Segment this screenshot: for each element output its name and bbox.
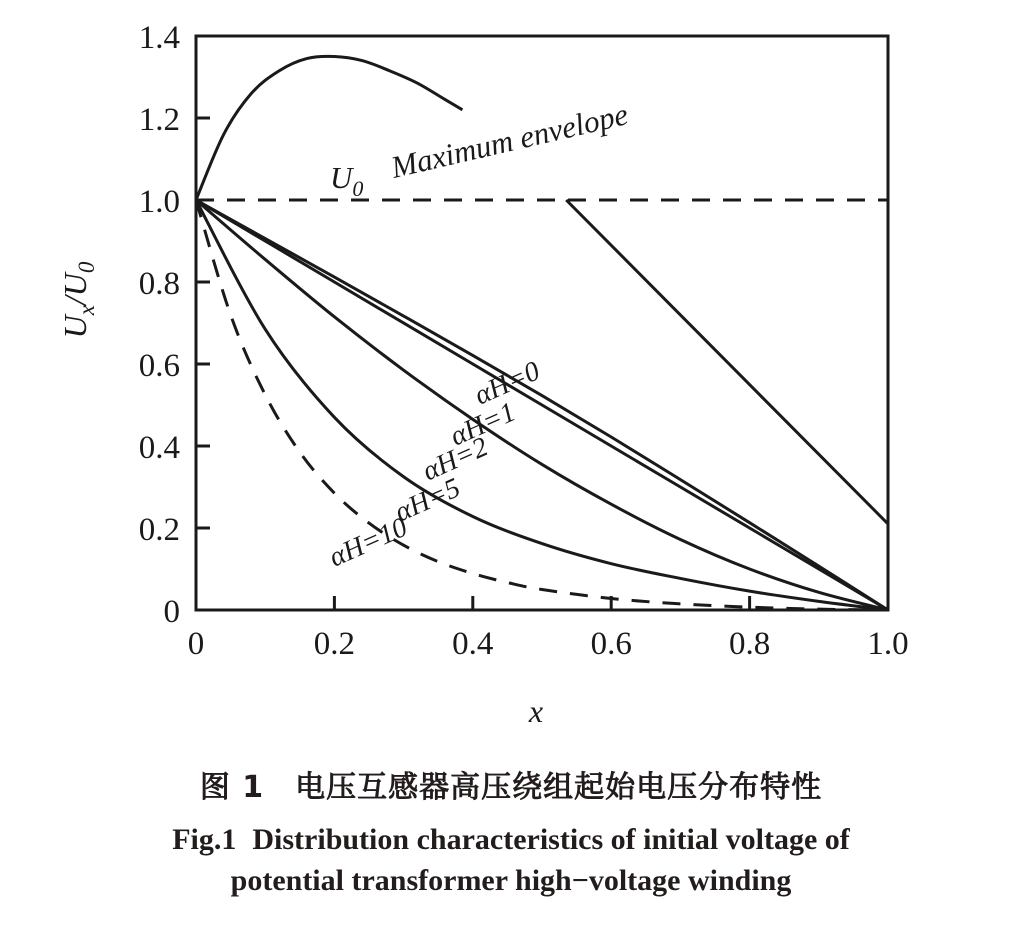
y-tick-label: 1.4 (138, 20, 180, 56)
y-axis-title: $U_x/U_0$ (57, 261, 99, 339)
curve-label-alphah-10: αH=10 (324, 511, 412, 574)
x-tick-label: 0.6 (590, 626, 632, 662)
caption-figure-number: Fig.1 (172, 823, 237, 856)
curve-label-alphah-0: αH=0 (469, 355, 545, 412)
x-tick-label: 0 (187, 626, 205, 662)
caption-chinese: 图 1 电压互感器高压绕组起始电压分布特性 (199, 770, 823, 805)
caption-english (0, 820, 1022, 901)
y-tick-label: 0.2 (138, 512, 180, 548)
x-tick-label: 0.8 (728, 626, 771, 662)
caption-english-line2: potential transformer high−voltage winding (230, 863, 792, 897)
annotation-u0: $U_0$ (330, 160, 364, 201)
curve-label-alphah-1: αH=1 (445, 396, 521, 453)
y-tick-label: 1.2 (138, 102, 180, 138)
caption-english-line1: Distribution characteristics of initial voltage of (252, 823, 850, 856)
figure-caption (0, 762, 1022, 901)
x-axis-title: x (528, 693, 544, 729)
x-tick-label: 0.2 (313, 626, 356, 662)
annotation-u0-text: U (330, 160, 353, 195)
annotation-maximum-envelope: Maximum envelope (387, 96, 632, 185)
y-tick-label: 0 (163, 594, 180, 630)
y-tick-label: 0.4 (138, 430, 180, 466)
y-tick-label: 0.8 (138, 266, 180, 302)
y-tick-label: 1.0 (138, 184, 180, 220)
curve-label-alphah-2: αH=2 (418, 431, 493, 488)
x-tick-label: 0.4 (452, 626, 494, 662)
y-tick-label: 0.6 (138, 348, 180, 384)
curve-label-alphah-5: αH=5 (390, 472, 465, 529)
x-tick-label: 1.0 (867, 626, 909, 662)
